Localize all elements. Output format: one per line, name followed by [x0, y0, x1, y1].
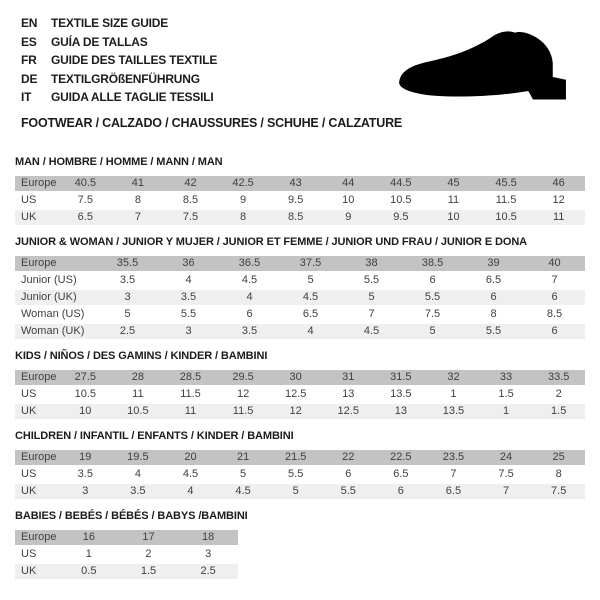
size-cell: 1 — [480, 404, 533, 419]
size-cell: 11.5 — [217, 404, 270, 419]
size-table-title: CHILDREN / INFANTIL / ENFANTS / KINDER / BAMBINI — [15, 429, 294, 442]
size-cell: 22 — [322, 450, 375, 465]
size-cell: 28 — [112, 370, 165, 385]
size-cell: 9 — [240, 194, 247, 206]
size-cell: 4.5 — [341, 324, 402, 339]
size-table-section — [15, 156, 585, 227]
size-cell: 10.5 — [480, 210, 533, 225]
size-cell: 3.5 — [77, 468, 93, 480]
size-cell: 4.5 — [280, 290, 341, 305]
size-cell: 3 — [205, 548, 212, 560]
size-cell: 7.5 — [498, 468, 514, 480]
size-cell: 6 — [429, 274, 436, 286]
size-cell: 1.5 — [498, 388, 514, 400]
size-cell: 5 — [269, 484, 322, 499]
size-cell: 38 — [341, 256, 402, 271]
size-table-section — [15, 350, 585, 421]
size-cell: 6 — [246, 308, 253, 320]
size-cell: 16 — [59, 530, 119, 545]
table-row — [15, 404, 585, 419]
table-row — [15, 564, 238, 579]
size-cell: 12 — [552, 194, 565, 206]
size-cell: 5 — [307, 274, 314, 286]
shoe-icon — [390, 28, 580, 108]
size-cell: 38.5 — [402, 256, 463, 271]
size-cell: 13 — [342, 388, 355, 400]
size-cell: 4 — [219, 290, 280, 305]
size-cell: 25 — [532, 450, 585, 465]
size-cell: 3.5 — [119, 274, 136, 286]
size-cell: 3 — [158, 324, 219, 339]
size-table — [15, 368, 585, 421]
size-cell: 45.5 — [480, 176, 533, 191]
size-cell: 33 — [480, 370, 533, 385]
size-cell: 10.5 — [74, 388, 96, 400]
size-cell: 37.5 — [280, 256, 341, 271]
row-label: Europe — [15, 256, 97, 271]
size-table-title: JUNIOR & WOMAN / JUNIOR Y MUJER / JUNIOR ET FEMME / JUNIOR UND FRAU / JUNIOR E DONA — [15, 235, 528, 248]
size-cell: 12 — [269, 404, 322, 419]
size-cell: 18 — [178, 530, 238, 545]
size-cell: 6 — [463, 290, 524, 305]
size-table-section — [15, 236, 585, 341]
size-cell: 5.5 — [180, 308, 197, 320]
table-row — [15, 307, 585, 322]
size-cell: 8 — [490, 308, 497, 320]
size-cell: 5.5 — [288, 468, 304, 480]
size-cell: 8.5 — [182, 194, 199, 206]
size-cell: 3.5 — [219, 324, 280, 339]
language-label: TEXTILE SIZE GUIDE — [51, 16, 169, 30]
language-label: TEXTILGRÖßENFÜHRUNG — [51, 71, 200, 86]
size-cell: 8.5 — [269, 210, 322, 225]
size-cell: 12.5 — [322, 404, 375, 419]
size-cell: 32 — [427, 370, 480, 385]
size-cell: 21 — [217, 450, 270, 465]
size-cell: 44 — [322, 176, 375, 191]
size-cell: 40.5 — [59, 176, 112, 191]
size-cell: 5.5 — [363, 274, 380, 286]
size-cell: 10 — [342, 194, 355, 206]
size-cell: 10.5 — [112, 404, 165, 419]
size-cell: 8 — [555, 468, 562, 480]
size-cell: 11.5 — [495, 194, 517, 206]
language-label: GUIDA ALLE TAGLIE TESSILI — [51, 90, 214, 104]
size-cell: 4 — [134, 468, 141, 480]
size-cell: 3 — [97, 290, 158, 305]
size-cell: 7 — [480, 484, 533, 499]
size-cell: 44.5 — [375, 176, 428, 191]
row-label: Europe — [15, 176, 59, 191]
size-cell: 9 — [322, 210, 375, 225]
row-label: Woman (UK) — [15, 324, 97, 339]
size-cell: 31 — [322, 370, 375, 385]
size-cell: 7 — [368, 308, 375, 320]
table-row — [15, 324, 585, 339]
size-cell: 24 — [480, 450, 533, 465]
size-cell: 10.5 — [390, 194, 412, 206]
size-cell: 28.5 — [164, 370, 217, 385]
size-cell: 6 — [345, 468, 352, 480]
size-cell: 11 — [532, 210, 585, 225]
table-row — [15, 450, 585, 465]
size-cell: 4.5 — [217, 484, 270, 499]
language-code: ES — [21, 34, 37, 49]
size-cell: 0.5 — [59, 564, 119, 579]
row-label: US — [21, 194, 37, 206]
size-cell: 6.5 — [59, 210, 112, 225]
size-cell: 7 — [551, 274, 558, 286]
size-cell: 45 — [427, 176, 480, 191]
size-cell: 3.5 — [158, 290, 219, 305]
row-label: Junior (US) — [21, 274, 77, 286]
table-row — [15, 290, 585, 305]
size-table-title: BABIES / BEBÉS / BÉBÉS / BABYS /BAMBINI — [15, 509, 248, 522]
table-row — [15, 467, 585, 482]
size-table-section — [15, 510, 585, 581]
size-cell: 1.5 — [119, 564, 179, 579]
table-row — [15, 210, 585, 225]
size-cell: 5 — [240, 468, 247, 480]
size-table — [15, 174, 585, 227]
size-cell: 23.5 — [427, 450, 480, 465]
row-label: Europe — [15, 370, 59, 385]
size-cell: 5.5 — [402, 290, 463, 305]
size-cell: 12 — [236, 388, 250, 400]
row-label: Woman (US) — [21, 308, 85, 320]
size-cell: 5 — [341, 290, 402, 305]
size-cell: 43 — [269, 176, 322, 191]
size-cell: 27.5 — [59, 370, 112, 385]
size-cell: 4.5 — [241, 274, 258, 286]
size-cell: 46 — [532, 176, 585, 191]
size-table-title: MAN / HOMBRE / HOMME / MANN / MAN — [15, 155, 223, 168]
size-cell: 13.5 — [390, 388, 412, 400]
size-cell: 1 — [450, 388, 457, 400]
table-row — [15, 547, 238, 562]
size-cell: 2.5 — [97, 324, 158, 339]
size-cell: 5 — [124, 308, 131, 320]
size-cell: 31.5 — [375, 370, 428, 385]
row-label: Junior (UK) — [15, 290, 97, 305]
language-code: DE — [21, 71, 38, 86]
size-cell: 4 — [164, 484, 217, 499]
header — [0, 0, 600, 130]
size-cell: 2 — [555, 388, 562, 400]
size-cell: 36.5 — [219, 256, 280, 271]
language-label: GUIDE DES TAILLES TEXTILE — [51, 53, 218, 67]
size-cell: 10 — [427, 210, 480, 225]
size-cell: 30 — [269, 370, 322, 385]
size-cell: 4 — [185, 274, 192, 286]
table-row — [15, 530, 238, 545]
size-cell: 4 — [280, 324, 341, 339]
size-cell: 8 — [217, 210, 270, 225]
row-label: US — [21, 548, 37, 560]
table-row — [15, 387, 585, 402]
size-cell: 7.5 — [532, 484, 585, 499]
size-cell: 9.5 — [375, 210, 428, 225]
size-cell: 6.5 — [427, 484, 480, 499]
size-cell: 11.5 — [180, 388, 201, 400]
size-table-title: KIDS / NIÑOS / DES GAMINS / KINDER / BAMBINI — [15, 349, 268, 362]
language-label: GUÍA DE TALLAS — [51, 34, 148, 49]
table-row — [15, 484, 585, 499]
size-cell: 1 — [85, 548, 92, 560]
row-label: UK — [15, 404, 59, 419]
size-cell: 8 — [134, 194, 141, 206]
size-cell: 1.5 — [532, 404, 585, 419]
size-cell: 19 — [59, 450, 112, 465]
size-cell: 5.5 — [463, 324, 524, 339]
size-cell: 6 — [524, 290, 585, 305]
size-table-section — [15, 430, 585, 501]
size-cell: 4.5 — [182, 468, 199, 480]
size-cell: 35.5 — [97, 256, 158, 271]
size-cell: 6.5 — [393, 468, 409, 480]
size-cell: 8.5 — [546, 308, 563, 320]
table-row — [15, 193, 585, 208]
size-cell: 42.5 — [217, 176, 270, 191]
row-label: Europe — [15, 450, 59, 465]
size-cell: 5 — [402, 324, 463, 339]
size-cell: 7 — [112, 210, 165, 225]
size-cell: 40 — [524, 256, 585, 271]
size-cell: 6 — [524, 324, 585, 339]
size-cell: 11 — [447, 194, 460, 206]
language-code: IT — [21, 90, 32, 104]
size-cell: 41 — [112, 176, 165, 191]
table-row — [15, 256, 585, 271]
size-cell: 6 — [375, 484, 428, 499]
row-label: UK — [15, 564, 59, 579]
table-row — [15, 370, 585, 385]
language-code: EN — [21, 16, 38, 30]
row-label: Europe — [15, 530, 59, 545]
size-cell: 42 — [164, 176, 217, 191]
size-cell: 3 — [59, 484, 112, 499]
size-cell: 7 — [450, 468, 457, 480]
table-row — [15, 176, 585, 191]
size-cell: 12.5 — [284, 388, 307, 400]
size-table — [15, 528, 238, 581]
row-label: US — [21, 468, 37, 480]
size-cell: 13 — [375, 404, 428, 419]
size-cell: 7.5 — [164, 210, 217, 225]
size-cell: 13.5 — [427, 404, 480, 419]
size-table — [15, 448, 585, 501]
size-cell: 6.5 — [302, 308, 319, 320]
row-label: UK — [15, 484, 59, 499]
size-table — [15, 254, 585, 341]
size-cell: 36 — [158, 256, 219, 271]
size-cell: 21.5 — [269, 450, 322, 465]
category-title: FOOTWEAR / CALZADO / CHAUSSURES / SCHUHE / CALZATURE — [21, 115, 403, 130]
size-cell: 5.5 — [322, 484, 375, 499]
size-cell: 19.5 — [112, 450, 165, 465]
size-cell: 11 — [132, 388, 144, 400]
row-label: UK — [15, 210, 59, 225]
size-cell: 29.5 — [217, 370, 270, 385]
size-cell: 3.5 — [112, 484, 165, 499]
size-cell: 2.5 — [178, 564, 238, 579]
row-label: US — [21, 388, 37, 400]
table-row — [15, 273, 585, 288]
size-cell: 7.5 — [77, 194, 93, 206]
size-cell: 20 — [164, 450, 217, 465]
size-cell: 10 — [59, 404, 112, 419]
size-cell: 11 — [164, 404, 217, 419]
size-cell: 2 — [145, 548, 152, 560]
size-cell: 9.5 — [288, 194, 304, 206]
language-code: FR — [21, 53, 37, 67]
size-cell: 39 — [463, 256, 524, 271]
size-cell: 6.5 — [485, 274, 502, 286]
size-cell: 22.5 — [375, 450, 428, 465]
size-cell: 33.5 — [532, 370, 585, 385]
size-cell: 17 — [119, 530, 179, 545]
size-tables — [15, 156, 585, 581]
size-cell: 7.5 — [424, 308, 441, 320]
